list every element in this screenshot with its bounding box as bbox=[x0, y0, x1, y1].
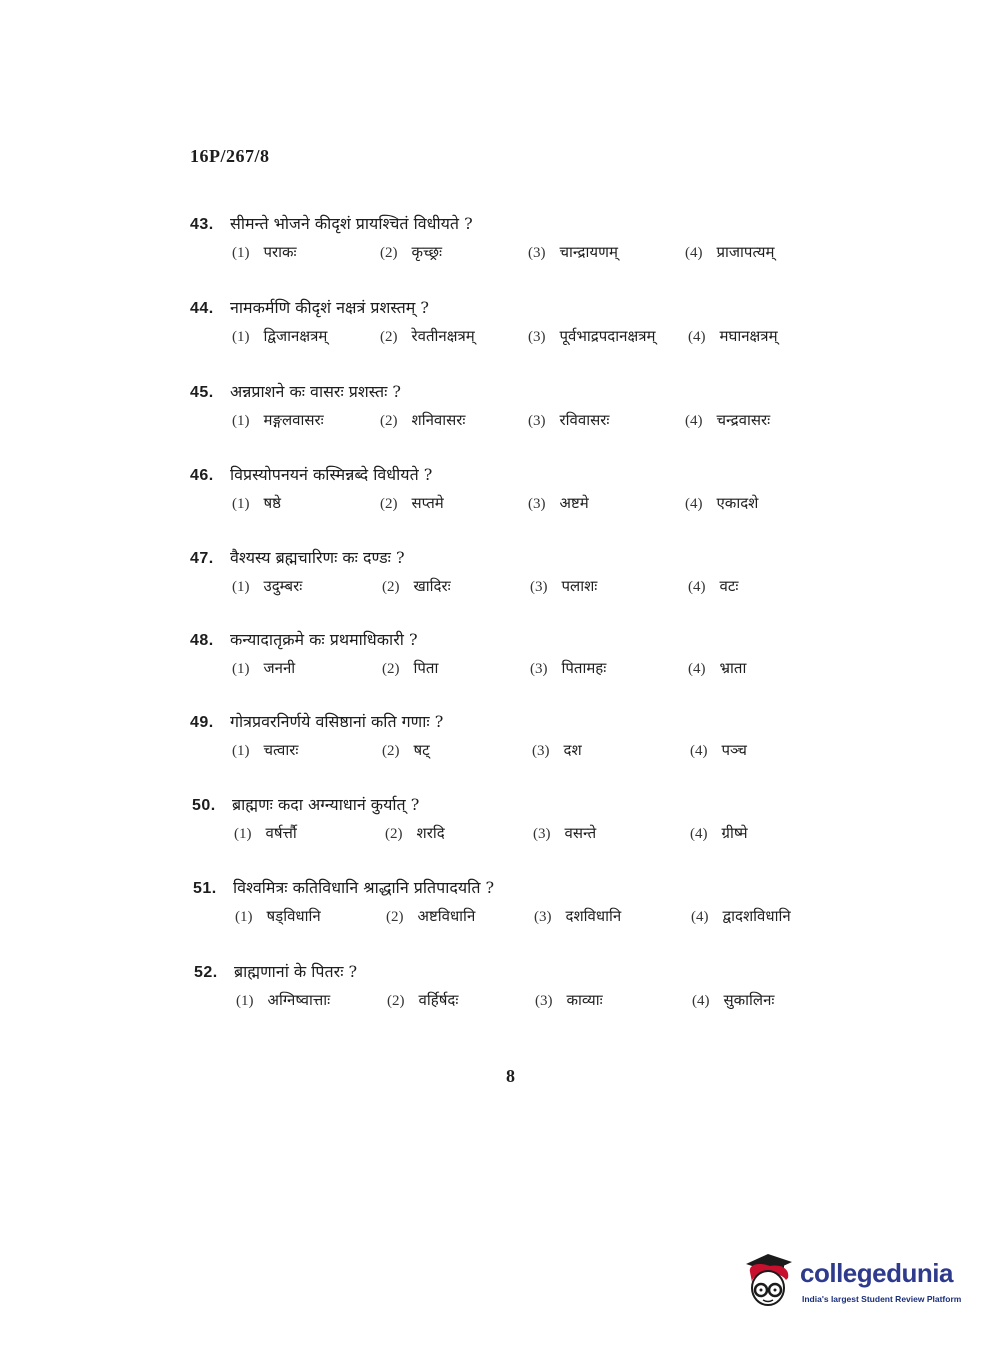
question-number: 44. bbox=[190, 300, 214, 317]
question-number: 49. bbox=[190, 714, 214, 731]
option-2: (2) शनिवासरः bbox=[380, 411, 466, 429]
option-3: (3) अष्टमे bbox=[528, 494, 589, 512]
question-text: ब्राह्मणः कदा अग्न्याधानं कुर्यात् ? bbox=[232, 795, 420, 814]
option-4: (4) एकादशे bbox=[685, 494, 759, 512]
question-text: अन्नप्राशने कः वासरः प्रशस्तः ? bbox=[230, 382, 401, 401]
option-2: (2) पिता bbox=[382, 659, 439, 677]
page-number: 8 bbox=[506, 1066, 515, 1086]
question-text: गोत्रप्रवरनिर्णये वसिष्ठानां कति गणाः ? bbox=[230, 712, 444, 731]
option-4: (4) भ्राता bbox=[688, 659, 747, 677]
option-3: (3) पलाशः bbox=[530, 577, 598, 595]
option-3: (3) चान्द्रायणम् bbox=[528, 243, 618, 261]
question-number: 52. bbox=[194, 964, 218, 981]
option-1: (1) मङ्गलवासरः bbox=[232, 411, 324, 429]
question-45 bbox=[190, 380, 890, 450]
question-number: 45. bbox=[190, 384, 214, 401]
option-3: (3) वसन्ते bbox=[533, 824, 597, 842]
option-1: (1) चत्वारः bbox=[232, 741, 299, 759]
question-43 bbox=[190, 212, 890, 282]
question-49 bbox=[190, 710, 890, 780]
option-1: (1) पराकः bbox=[232, 243, 297, 261]
option-2: (2) षट् bbox=[382, 741, 430, 759]
logo-tagline: India's largest Student Review Platform bbox=[802, 1294, 962, 1304]
question-text: विप्रस्योपनयनं कस्मिन्नब्दे विधीयते ? bbox=[230, 465, 433, 484]
option-2: (2) सप्तमे bbox=[380, 494, 444, 512]
question-47 bbox=[190, 546, 890, 616]
question-text: वैश्यस्य ब्रह्मचारिणः कः दण्डः ? bbox=[230, 548, 405, 567]
option-3: (3) दशविधानि bbox=[534, 907, 622, 925]
question-number: 48. bbox=[190, 632, 214, 649]
question-text: ब्राह्मणानां के पितरः ? bbox=[234, 962, 358, 981]
paper-code: 16P/267/8 bbox=[190, 146, 270, 166]
option-1: (1) अग्निष्वात्ताः bbox=[236, 991, 331, 1009]
option-3: (3) पितामहः bbox=[530, 659, 607, 677]
option-1: (1) षड्विधानि bbox=[235, 907, 321, 925]
question-text: नामकर्मणि कीदृशं नक्षत्रं प्रशस्तम् ? bbox=[230, 298, 429, 317]
question-number: 50. bbox=[192, 797, 216, 814]
question-44 bbox=[190, 296, 890, 366]
option-4: (4) ग्रीष्मे bbox=[690, 824, 748, 842]
question-51 bbox=[193, 876, 893, 946]
logo-wordmark: collegedunia bbox=[800, 1258, 953, 1288]
question-number: 51. bbox=[193, 880, 217, 897]
option-1: (1) षष्ठे bbox=[232, 494, 282, 512]
question-text: सीमन्ते भोजने कीदृशं प्रायश्चितं विधीयते ? bbox=[230, 214, 473, 233]
question-52 bbox=[194, 960, 894, 1030]
option-2: (2) अष्टविधानि bbox=[386, 907, 476, 925]
collegedunia-logo bbox=[742, 1250, 972, 1314]
option-1: (1) जननी bbox=[232, 659, 296, 677]
question-text: विश्वमित्रः कतिविधानि श्राद्धानि प्रतिपादयति ? bbox=[233, 878, 495, 897]
question-48 bbox=[190, 628, 890, 698]
question-number: 46. bbox=[190, 467, 214, 484]
option-1: (1) वर्षर्त्तौ bbox=[234, 824, 297, 842]
option-2: (2) वर्हिर्षदः bbox=[387, 991, 459, 1009]
option-4: (4) मघानक्षत्रम् bbox=[688, 327, 778, 345]
option-2: (2) खादिरः bbox=[382, 577, 451, 595]
question-46 bbox=[190, 463, 890, 533]
question-number: 43. bbox=[190, 216, 214, 233]
option-2: (2) शरदि bbox=[385, 824, 445, 842]
option-4: (4) सुकालिनः bbox=[692, 991, 775, 1009]
option-3: (3) पूर्वभाद्रपदानक्षत्रम् bbox=[528, 327, 656, 345]
option-2: (2) कृच्छ्रः bbox=[380, 243, 443, 261]
option-4: (4) वटः bbox=[688, 577, 739, 595]
option-3: (3) रविवासरः bbox=[528, 411, 610, 429]
option-4: (4) पञ्च bbox=[690, 741, 747, 759]
question-50 bbox=[192, 793, 892, 863]
option-2: (2) रेवतीनक्षत्रम् bbox=[380, 327, 475, 345]
option-3: (3) काव्याः bbox=[535, 991, 603, 1009]
option-1: (1) उदुम्बरः bbox=[232, 577, 303, 595]
question-number: 47. bbox=[190, 550, 214, 567]
option-3: (3) दश bbox=[532, 741, 582, 759]
option-1: (1) द्विजानक्षत्रम् bbox=[232, 327, 328, 345]
option-4: (4) प्राजापत्यम् bbox=[685, 243, 775, 261]
mascot-icon bbox=[742, 1250, 798, 1312]
question-text: कन्यादातृक्रमे कः प्रथमाधिकारी ? bbox=[230, 630, 418, 649]
option-4: (4) चन्द्रवासरः bbox=[685, 411, 771, 429]
option-4: (4) द्वादशविधानि bbox=[691, 907, 791, 925]
